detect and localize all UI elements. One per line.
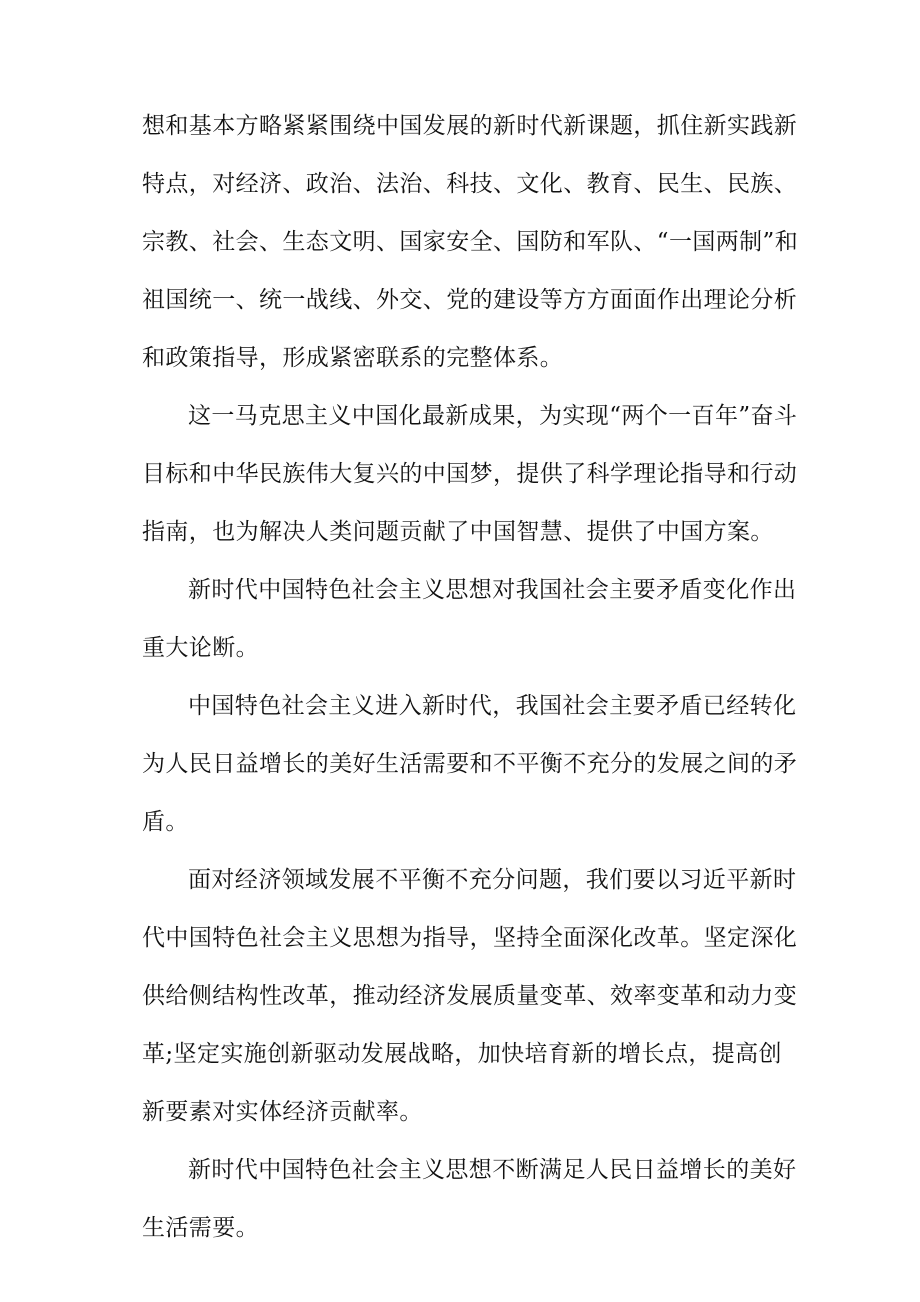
paragraph-5: 面对经济领域发展不平衡不充分问题，我们要以习近平新时代中国特色社会主义思想为指导，坚持全面深化改革。坚定深化供给侧结构性改革，推动经济发展质量变革、效率变革和动力变革;坚定实施创新驱动发展战略，加快培育新的增长点，提高创新要素对实体经济贡献率。 <box>142 867 798 1125</box>
document-body <box>142 97 802 1257</box>
paragraph-2: 这一马克思主义中国化最新成果，为实现“两个一百年”奋斗目标和中华民族伟大复兴的中国梦，提供了科学理论指导和行动指南，也为解决人类问题贡献了中国智慧、提供了中国方案。 <box>142 403 798 545</box>
paragraph-1: 想和基本方略紧紧围绕中国发展的新时代新课题，抓住新实践新特点，对经济、政治、法治、科技、文化、教育、民生、民族、宗教、社会、生态文明、国家安全、国防和军队、“一国两制”和祖国统一、统一战线、外交、党的建设等方方面面作出理论分析和政策指导，形成紧密联系的完整体系。 <box>142 113 799 371</box>
paragraph-3: 新时代中国特色社会主义思想对我国社会主要矛盾变化作出重大论断。 <box>142 577 797 661</box>
paragraph-4: 中国特色社会主义进入新时代，我国社会主要矛盾已经转化为人民日益增长的美好生活需要和不平衡不充分的发展之间的矛盾。 <box>142 693 798 835</box>
paragraph-6: 新时代中国特色社会主义思想不断满足人民日益增长的美好生活需要。 <box>142 1157 797 1241</box>
